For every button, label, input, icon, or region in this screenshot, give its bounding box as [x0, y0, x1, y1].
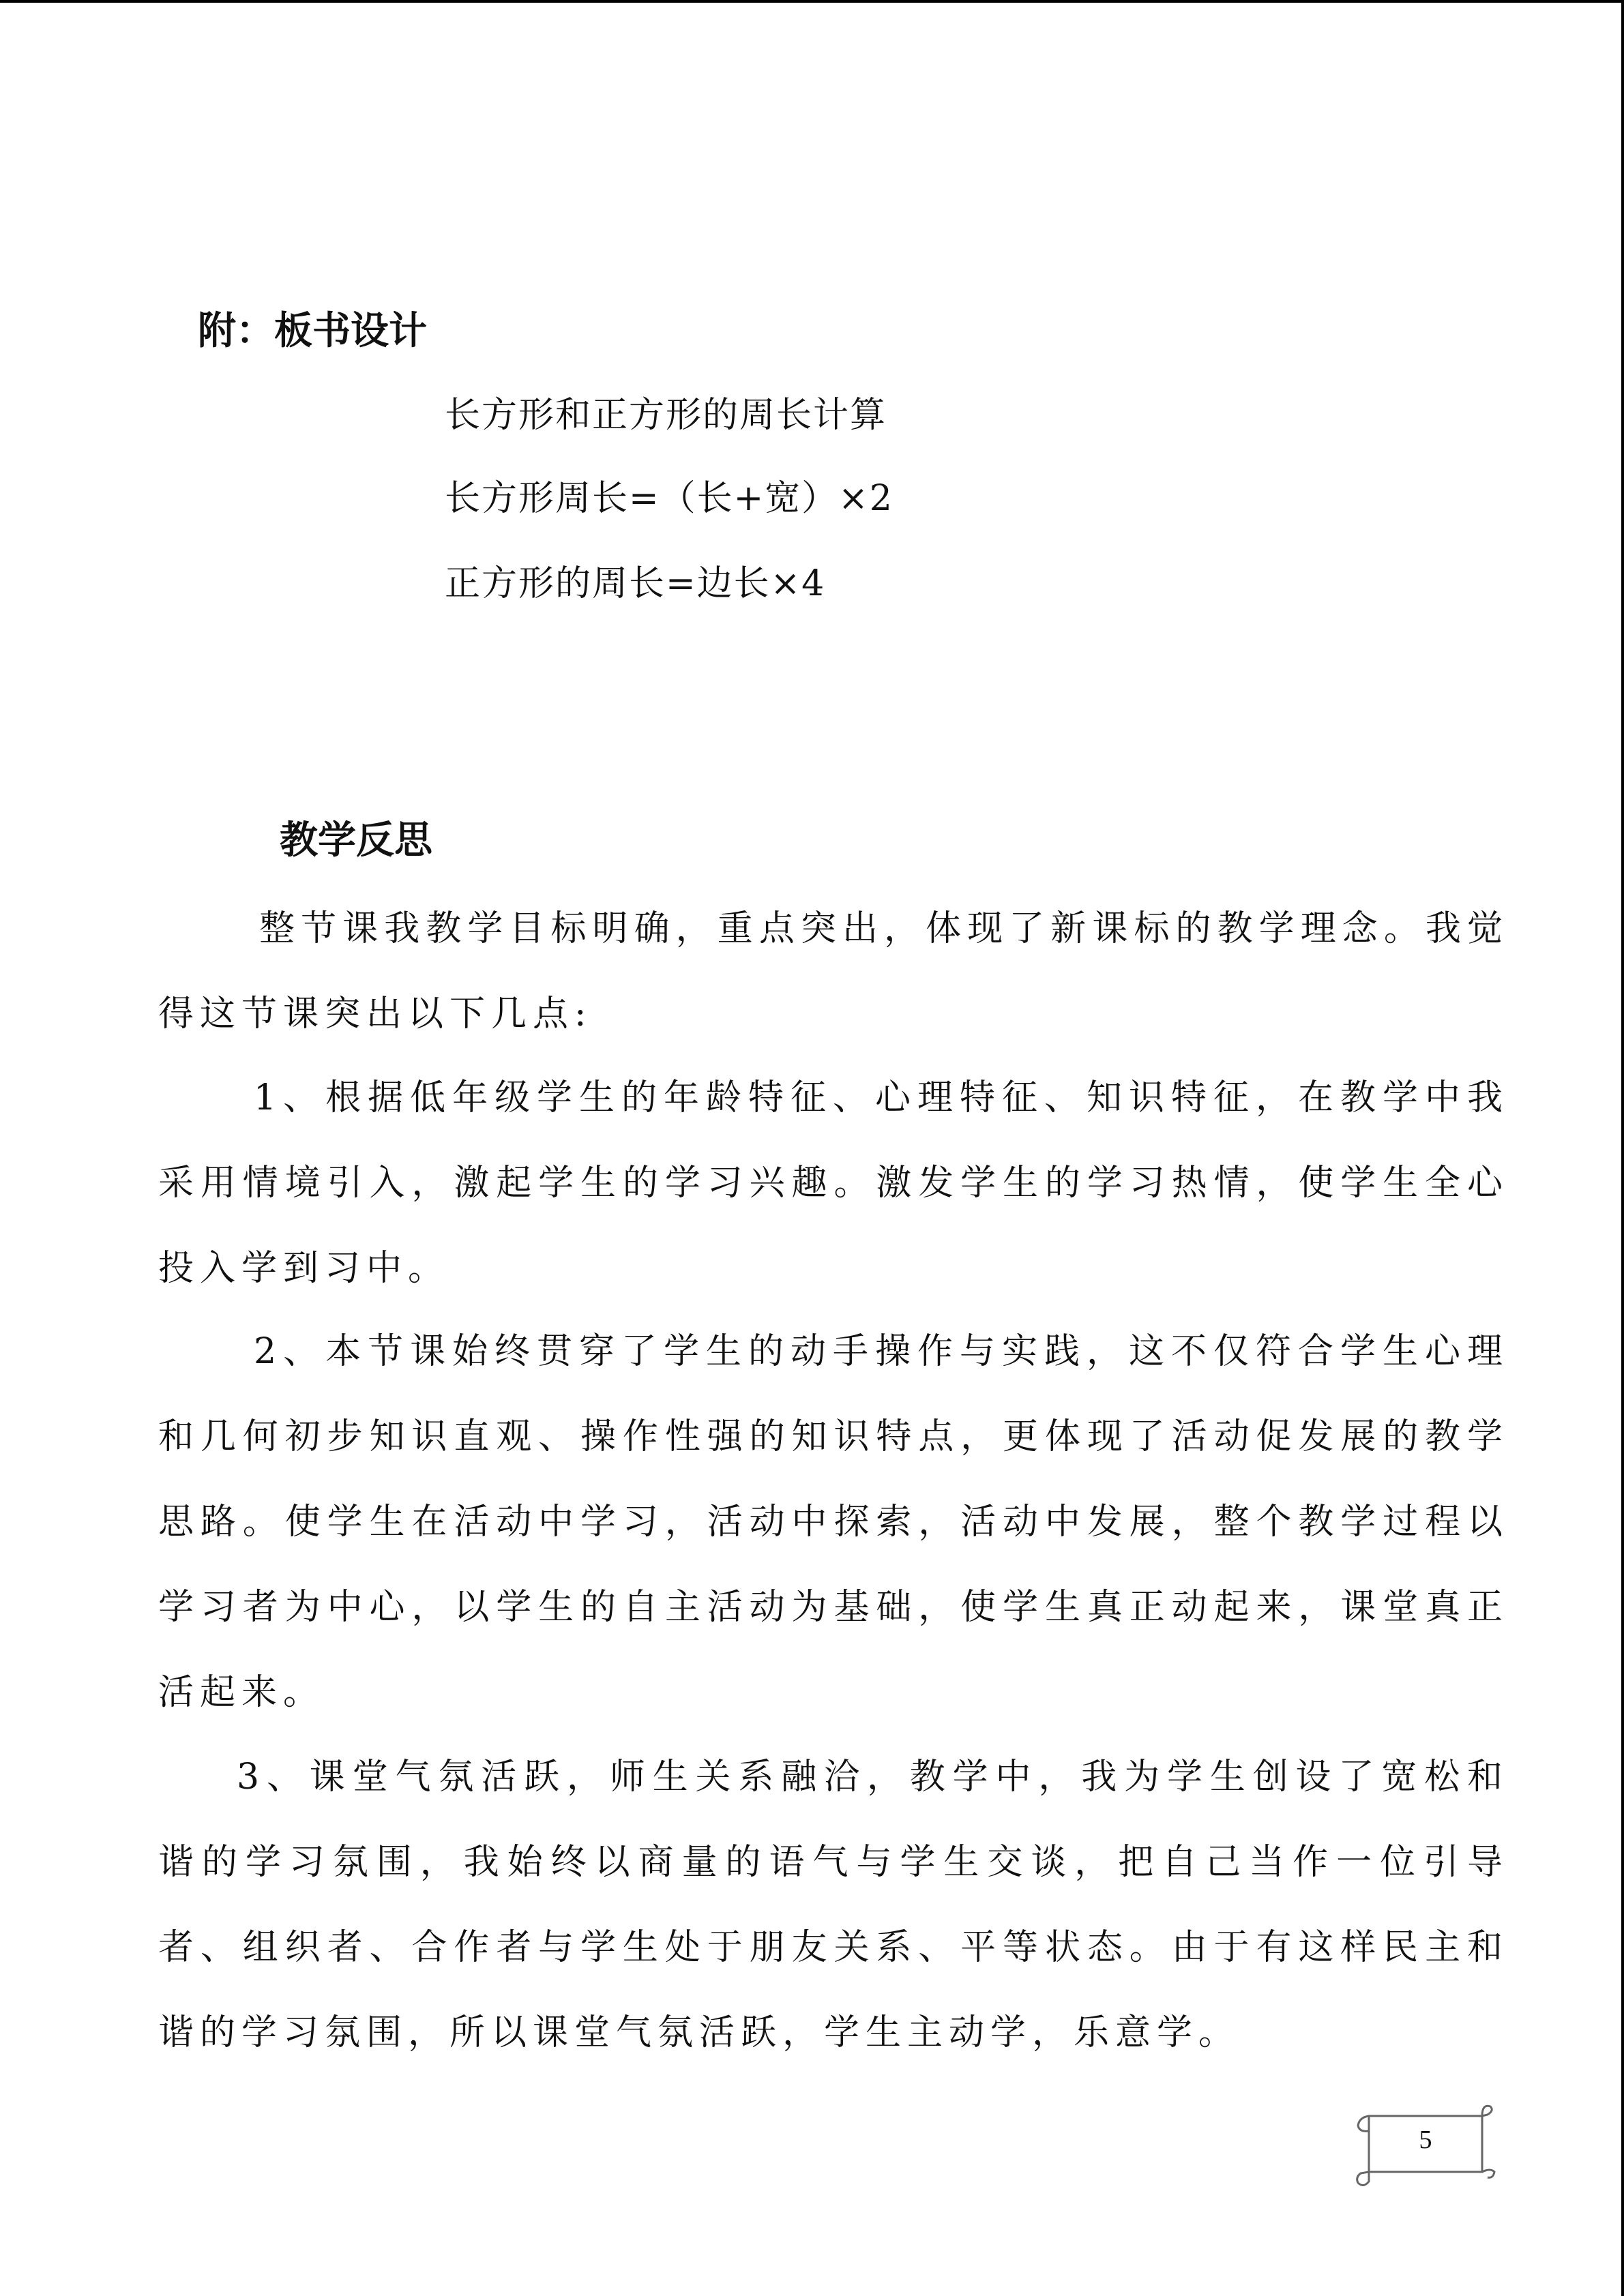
page-number-scroll: [1354, 2097, 1497, 2189]
rect-perimeter-formula: 长方形周长=（长+宽）×2: [445, 478, 894, 519]
reflection-intro-paragraph: 整节课我教学目标明确，重点突出，体现了新课标的教学理念。我觉得这节课突出以下几点:: [158, 908, 1509, 1034]
reflection-title: 教学反思: [280, 818, 432, 863]
page-border-top: [0, 0, 1624, 3]
square-perimeter-formula: 正方形的周长=边长×4: [445, 563, 826, 604]
appendix-title: 附：板书设计: [198, 308, 427, 353]
reflection-point-3: 3、课堂气氛活跃，师生关系融洽，教学中，我为学生创设了宽松和谐的学习氛围，我始终以商量的语气与学生交谈，把自己当作一位引导者、组织者、合作者与学生处于朋友关系、平等状态。由于有这样民主和谐的学习氛围，所以课堂气氛活跃，学生主动学，乐意学。: [158, 1757, 1509, 2053]
reflection-point-2: 2、本节课始终贯穿了学生的动手操作与实践，这不仅符合学生心理和几何初步知识直观、操作性强的知识特点，更体现了活动促发展的教学思路。使学生在活动中学习，活动中探索，活动中发展，整个教学过程以学习者为中心，以学生的自主活动为基础，使学生真正动起来，课堂真正活起来。: [158, 1331, 1509, 1713]
page-border-right: [1621, 0, 1624, 2296]
board-title: 长方形和正方形的周长计算: [445, 395, 887, 436]
reflection-point-1: 1、根据低年级学生的年龄特征、心理特征、知识特征，在教学中我采用情境引入，激起学生的学习兴趣。激发学生的学习热情，使学生全心投入学到习中。: [158, 1077, 1509, 1289]
page-number: 5: [1419, 2126, 1432, 2154]
